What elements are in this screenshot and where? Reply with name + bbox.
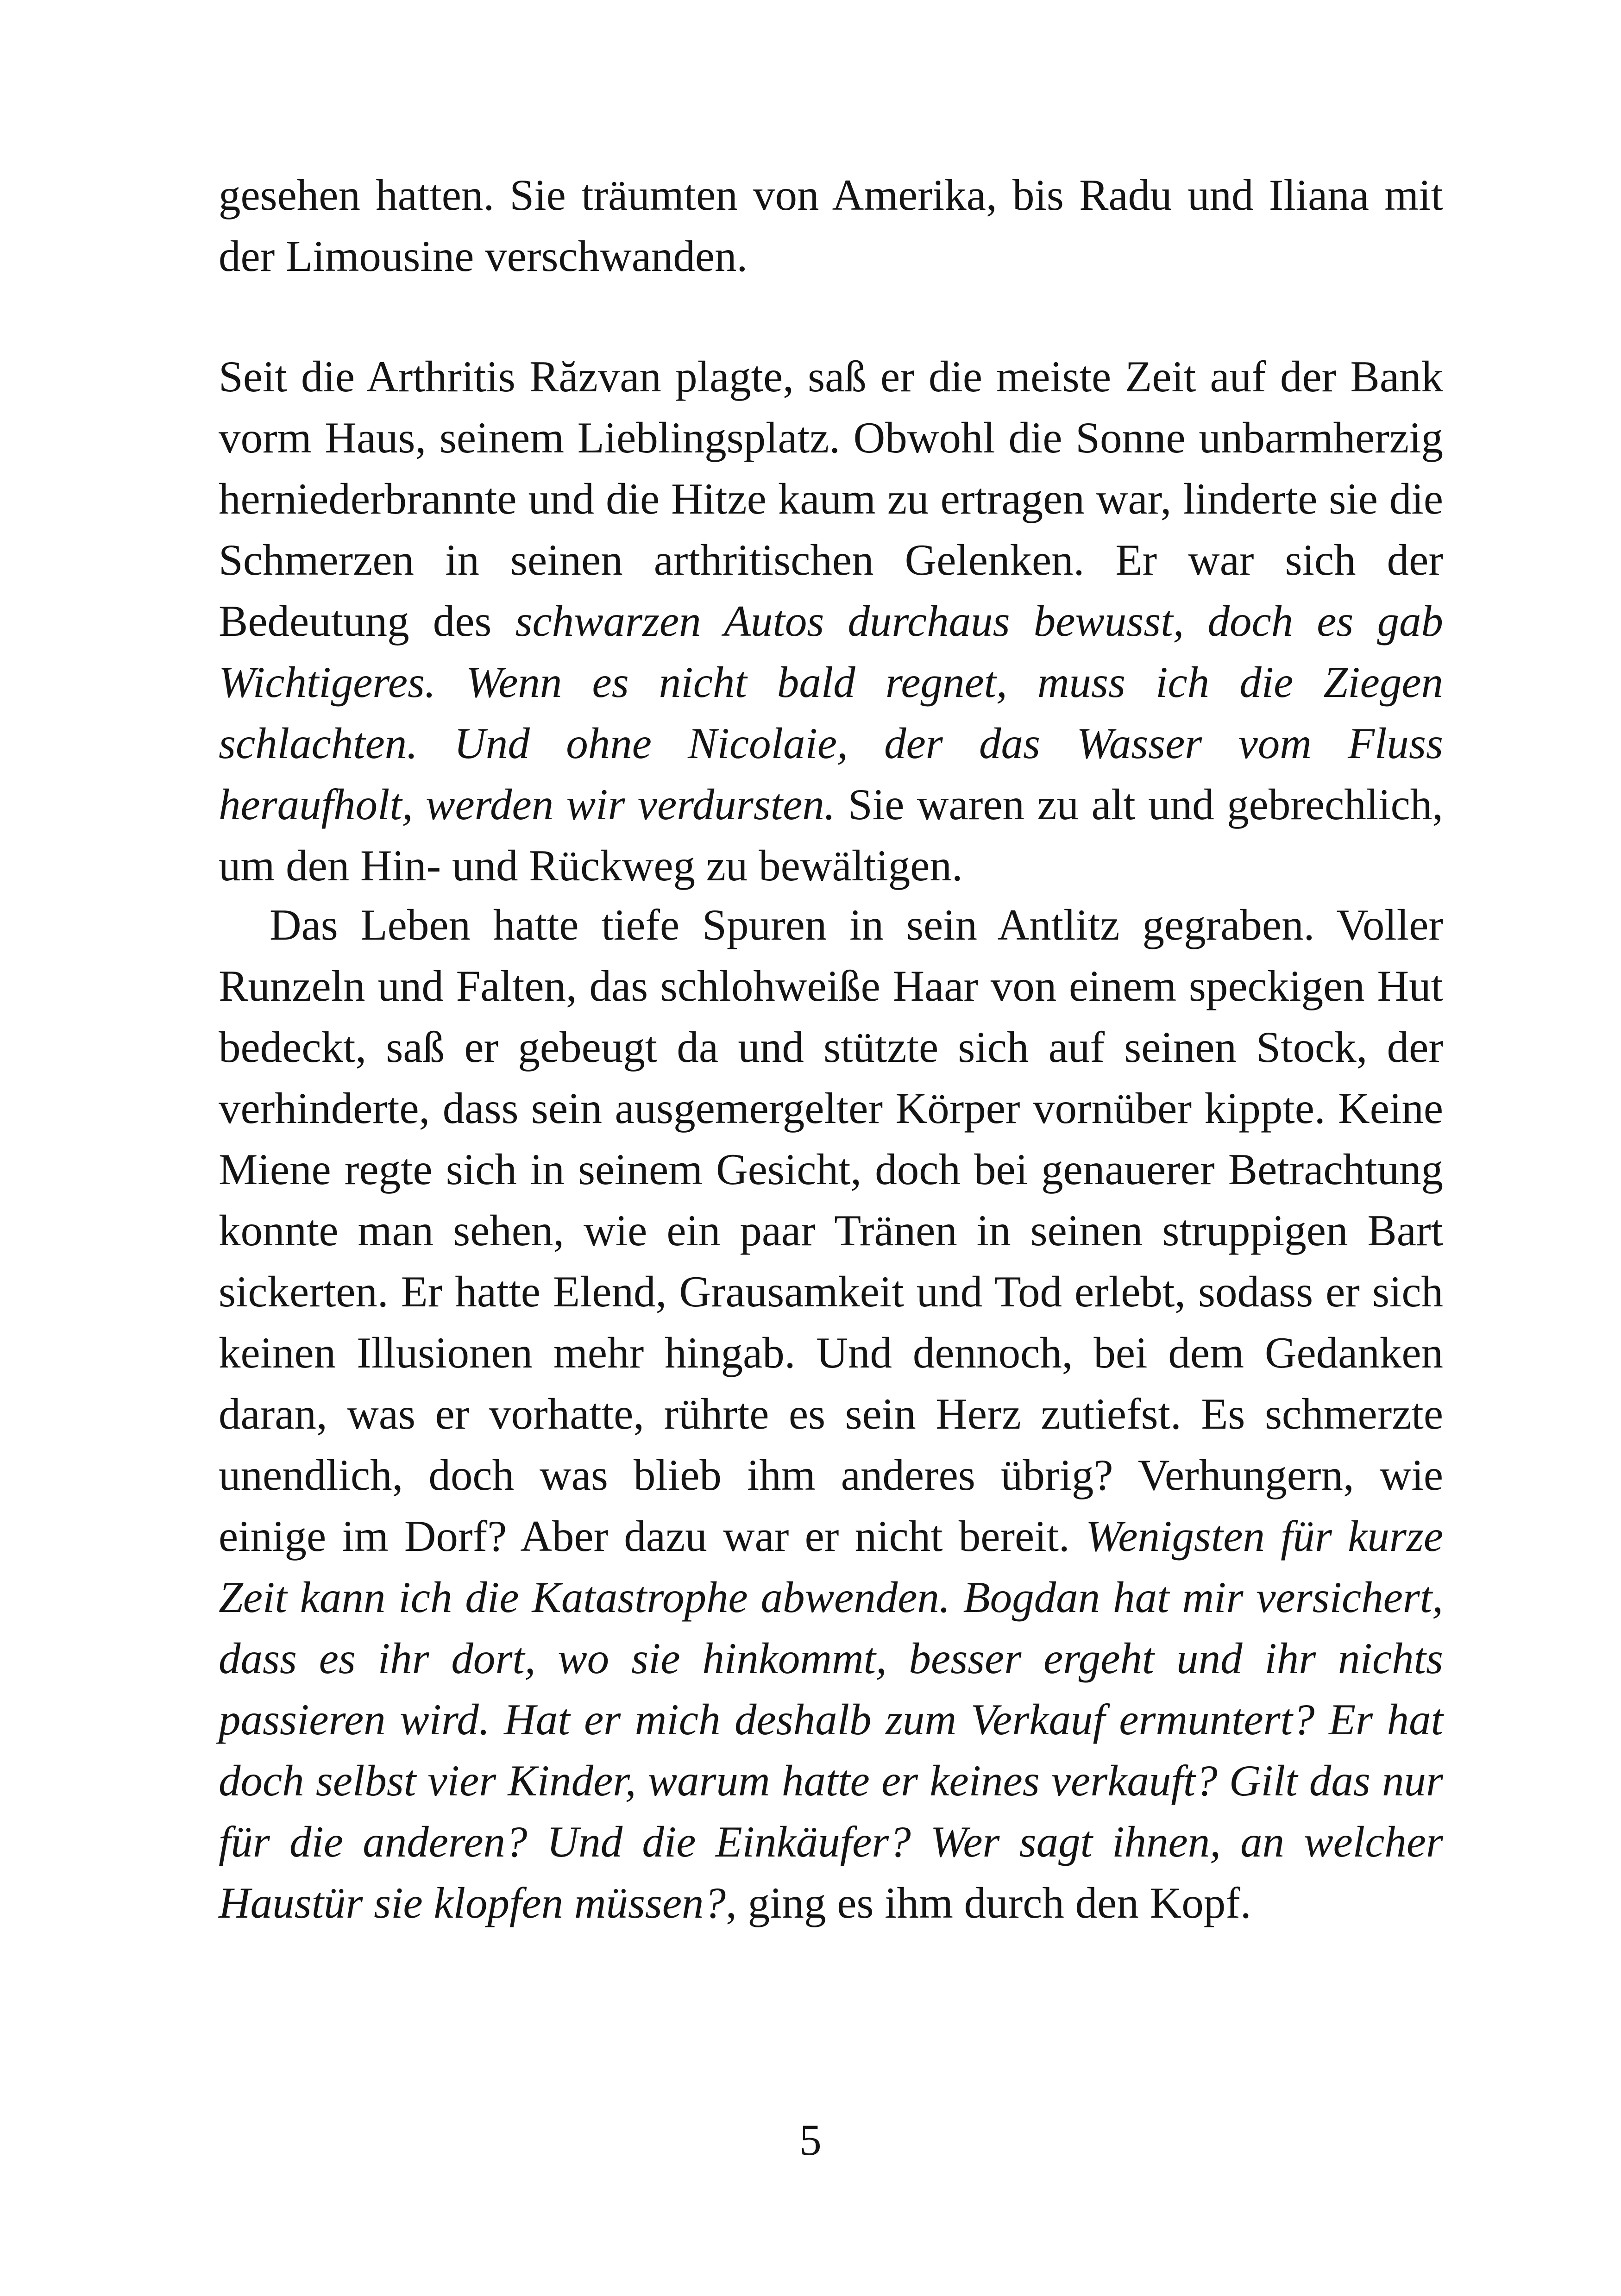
- text-segment: gesehen hatten. Sie träumten von Amerika, bis Radu und Iliana mit der Limousine verschwanden.: [219, 170, 1443, 281]
- italic-text-segment: Wenigsten für kurze Zeit kann ich die Katastrophe abwenden. Bogdan hat mir versichert, dass es ihr dort, wo sie hinkommt, besser ergeht und ihr nichts passieren wird. Hat er mich deshalb zum Verkauf ermuntert? Er hat doch selbst vier Kinder, warum hatte er keines verkauft? Gilt das nur für die anderen? Und die Einkäufer? Wer sagt ihnen, an welcher Haustür sie klopfen müssen?: [219, 1512, 1443, 1927]
- italic-text-segment: schwarzen Autos durchaus bewusst, doch es gab Wichtigeres. Wenn es nicht bald regnet, muss ich die Ziegen schlachten. Und ohne Nicolaie, der das Wasser vom Fluss heraufholt, werden wir verdursten.: [219, 596, 1444, 829]
- text-segment: Das Leben hatte tiefe Spuren in sein Antlitz gegraben. Voller Runzeln und Falten, das schlohweiße Haar von einem speckigen Hut bedeckt, saß er gebeugt da und stützte sich auf seinen Stock, der verhinderte, dass sein ausgemergelter Körper vornüber kippte. Keine Miene regte sich in seinem Gesicht, doch bei genauerer Betrachtung konnte man sehen, wie ein paar Tränen in seinen struppigen Bart sickerten. Er hatte Elend, Grausamkeit und Tod erlebt, sodass er sich keinen Illusionen mehr hingab. Und dennoch, bei dem Gedanken daran, was er vorhatte, rührte es sein Herz zutiefst. Es schmerzte unendlich, doch was blieb ihm anderes übrig? Verhungern, wie einige im Dorf? Aber dazu war er nicht bereit.: [219, 900, 1443, 1561]
- text-segment: Seit die Arthritis Răzvan plagte, saß er die meiste Zeit auf der Bank vorm Haus, seinem Lieblingsplatz. Obwohl die Sonne unbarmherzig herniederbrannte und die Hitze kaum zu ertragen war, linderte sie die Schmerzen in seinen arthritischen Gelenken. Er war sich der Bedeutung des: [219, 352, 1443, 646]
- text-segment: Sie waren zu alt und gebrechlich, um den Hin- und Rückweg zu bewältigen.: [219, 780, 1443, 890]
- text-segment: , ging es ihm durch den Kopf.: [726, 1878, 1251, 1927]
- page-number: 5: [799, 2115, 822, 2164]
- paragraph-3: [219, 894, 1443, 1933]
- paragraph-1: [219, 164, 1443, 287]
- paragraph-2: [219, 346, 1443, 896]
